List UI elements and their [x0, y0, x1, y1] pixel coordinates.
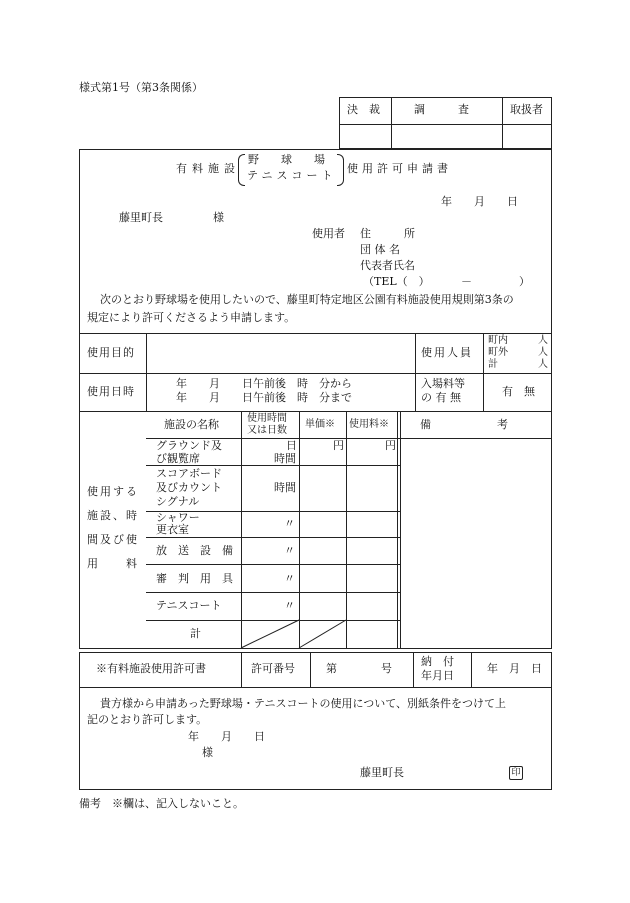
request-text-line2: 規定により許可くださるよう申請します。 — [87, 311, 296, 324]
approval-col-handler: 取扱者 — [510, 103, 543, 116]
people-town-out[interactable]: 町外 — [488, 347, 508, 358]
permit-number-label: 許可番号 — [251, 662, 295, 675]
admission-fee-label-2: の 有 無 — [421, 391, 461, 404]
title-option-tennis: テニスコート — [247, 169, 337, 182]
form-code: 様式第1号（第3条関係） — [79, 81, 203, 94]
facilities-side-label-3: 間及び使 — [87, 533, 139, 546]
payment-date-label-2: 年月日 — [421, 669, 454, 682]
facilities-side-label-4: 用 料 — [87, 557, 139, 570]
approval-col-inspection: 調 査 — [414, 103, 469, 116]
header-facility-name: 施設の名称 — [164, 418, 219, 431]
facility-shower-time[interactable]: 〃 — [284, 517, 295, 530]
header-time-1: 使用時間 — [247, 413, 287, 424]
applicant-rep-field[interactable]: 代表者氏名 — [360, 259, 415, 272]
facility-broadcast-name: 放 送 設 備 — [156, 544, 233, 557]
facility-ground-price[interactable]: 円 — [333, 439, 344, 452]
approval-col-decision: 決 裁 — [347, 103, 380, 116]
header-time-2: 又は日数 — [247, 425, 287, 436]
application-date[interactable]: 年 月 日 — [441, 195, 518, 208]
people-town-in[interactable]: 町内 — [488, 335, 508, 346]
facilities-side-label-2: 施設、時 — [87, 509, 139, 522]
people-unit-out: 人 — [538, 347, 548, 358]
datetime-label: 使用日時 — [87, 385, 135, 398]
header-fee: 使用料※ — [349, 419, 389, 430]
purpose-label: 使用目的 — [87, 346, 135, 359]
total-time-slash — [241, 620, 299, 648]
purpose-field[interactable] — [147, 334, 414, 373]
header-unit-price: 単価※ — [305, 419, 335, 430]
facility-shower-name-1: シャワー — [156, 511, 200, 524]
permit-issuer: 藤里町長 — [360, 766, 404, 779]
seal-mark: 印 — [509, 766, 523, 780]
applicant-label: 使用者 — [312, 227, 345, 240]
applicant-group-field[interactable]: 団 体 名 — [360, 243, 400, 256]
header-remarks: 備 考 — [420, 418, 508, 431]
addressee-honorific: 様 — [213, 211, 224, 224]
people-unit-total: 人 — [538, 359, 548, 370]
admission-fee-choice[interactable]: 有 無 — [502, 385, 535, 398]
facility-broadcast-time[interactable]: 〃 — [284, 544, 295, 557]
facility-scoreboard-name-2: 及びカウント — [156, 481, 222, 494]
total-price-slash — [299, 620, 346, 648]
facilities-side-label-1: 使用する — [87, 485, 139, 498]
facility-scoreboard-name-1: スコアボード — [156, 467, 222, 480]
people-label: 使用人員 — [421, 346, 473, 359]
title-brace-right — [337, 154, 344, 186]
permit-title: ※有料施設使用許可書 — [96, 662, 206, 675]
permit-text-line1: 貴方様から申請あった野球場・テニスコートの使用について、別紙条件をつけて上 — [100, 697, 507, 710]
permit-date[interactable]: 年 月 日 — [188, 730, 265, 743]
applicant-tel-dash: － — [461, 275, 472, 288]
footer-note: 備考 ※欄は、記入しないこと。 — [79, 797, 244, 810]
facility-total-fee[interactable] — [347, 621, 396, 647]
people-unit-in: 人 — [538, 335, 548, 346]
facility-ground-name-1: グラウンド及 — [156, 439, 222, 452]
addressee: 藤里町長 — [119, 211, 163, 224]
facility-scoreboard-name-3: シグナル — [156, 495, 200, 508]
facility-umpire-name: 審 判 用 具 — [156, 572, 233, 585]
approval-stamp-decision[interactable] — [340, 125, 390, 148]
facility-ground-time-days[interactable]: 日 — [286, 439, 297, 452]
title-option-baseball: 野 球 場 — [248, 153, 325, 166]
payment-date-label-1: 納 付 — [421, 655, 454, 668]
facility-tennis-name: テニスコート — [156, 599, 222, 612]
facility-ground-fee[interactable]: 円 — [385, 439, 396, 452]
payment-date-value[interactable]: 年 月 日 — [487, 662, 542, 675]
datetime-to[interactable]: 年 月 日午前後 時 分まで — [176, 391, 352, 404]
approval-stamp-handler[interactable] — [503, 125, 551, 148]
facility-tennis-time[interactable]: 〃 — [284, 599, 295, 612]
permit-honorific: 様 — [202, 746, 213, 759]
facility-scoreboard-time[interactable]: 時間 — [274, 481, 296, 494]
permit-text-line2: 記のとおり許可します。 — [87, 713, 208, 726]
title-suffix: 使用許可申請書 — [347, 162, 452, 175]
request-text-line1: 次のとおり野球場を使用したいので、藤里町特定地区公園有料施設使用規則第3条の — [100, 293, 514, 306]
title-brace-left — [238, 154, 245, 186]
people-total[interactable]: 計 — [488, 359, 498, 370]
applicant-tel-field[interactable]: （TEL（ ） — [363, 275, 430, 288]
facility-total-label: 計 — [190, 627, 201, 640]
facility-ground-time-hours[interactable]: 時間 — [274, 452, 296, 465]
permit-number-value[interactable]: 第 号 — [326, 662, 392, 675]
facility-ground-name-2: び観覧席 — [156, 452, 200, 465]
admission-fee-label-1: 入場料等 — [421, 377, 465, 390]
title-prefix: 有料施設 — [176, 162, 240, 175]
applicant-tel-close: ） — [519, 275, 530, 288]
applicant-address-field[interactable]: 住 所 — [360, 227, 415, 240]
facility-umpire-time[interactable]: 〃 — [284, 572, 295, 585]
remarks-field[interactable] — [401, 439, 551, 647]
facility-shower-name-2: 更衣室 — [156, 523, 189, 536]
approval-stamp-inspection[interactable] — [392, 125, 501, 148]
datetime-from[interactable]: 年 月 日午前後 時 分から — [176, 377, 352, 390]
